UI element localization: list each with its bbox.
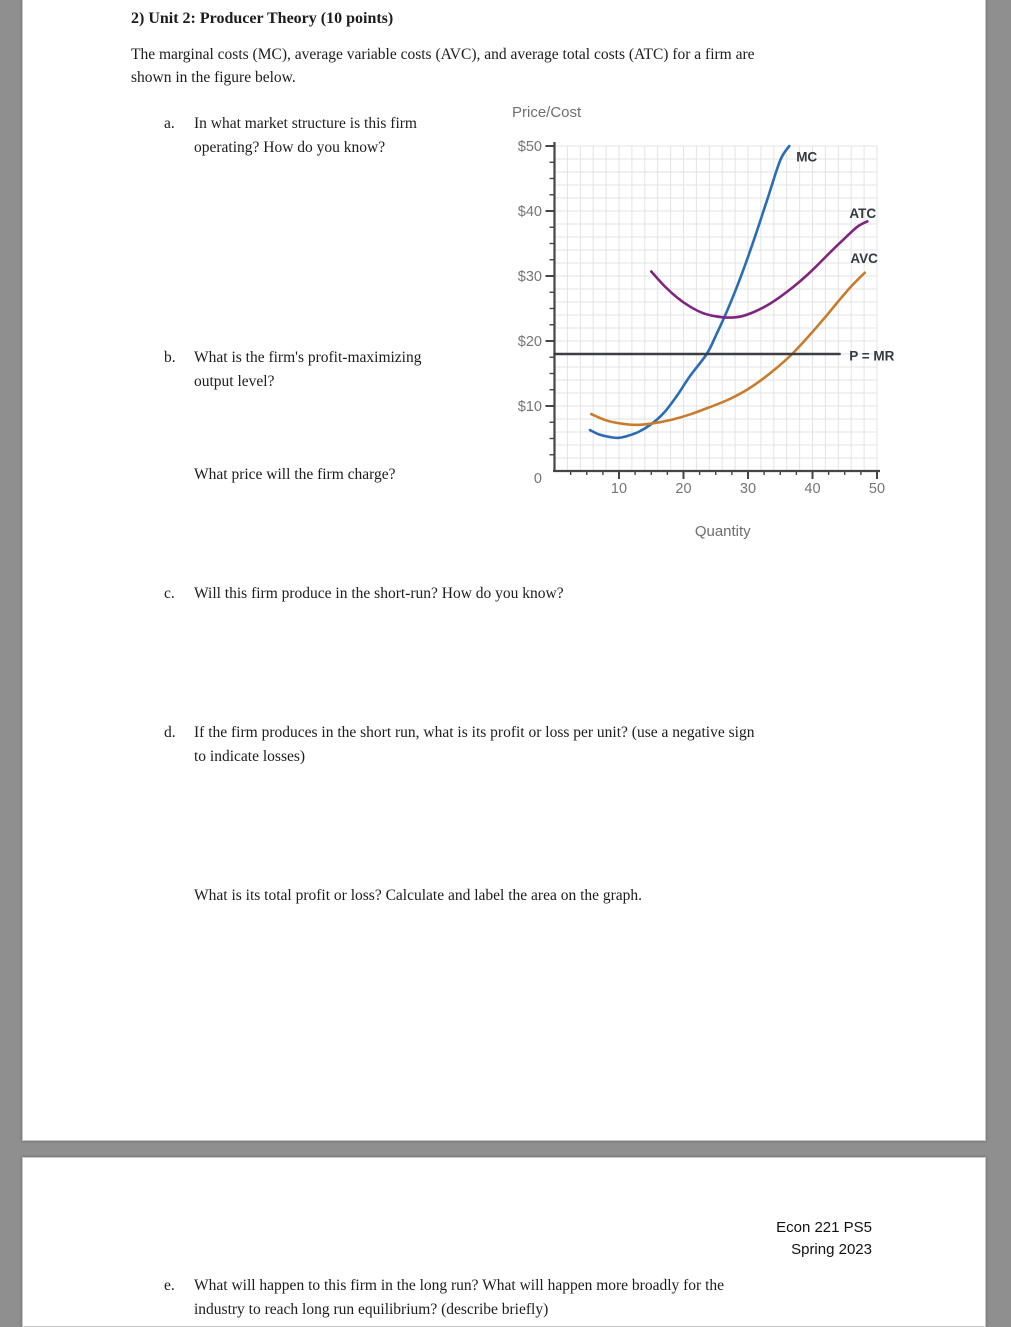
question-c-marker: c.	[164, 585, 175, 602]
x-axis-title: Quantity	[694, 523, 751, 540]
intro-paragraph	[131, 43, 755, 89]
x-tick-label: 10	[610, 481, 628, 497]
question-e-text: What will happen to this firm in the long run? What will happen more broadly for the industry to reach long run equilibrium? (describe briefly)	[194, 1277, 725, 1318]
question-e-marker: e.	[164, 1277, 175, 1294]
mc-label: MC	[796, 149, 818, 165]
page-2	[22, 1157, 986, 1327]
question-b-marker: b.	[164, 349, 176, 366]
question-c-text: Will this firm produce in the short-run? How do you know?	[194, 585, 564, 602]
course-term: Spring 2023	[791, 1241, 872, 1258]
origin-label: 0	[533, 471, 542, 487]
question-d-followup: What is its total profit or loss? Calculate and label the area on the graph.	[194, 887, 643, 904]
course-name: Econ 221 PS5	[776, 1219, 872, 1236]
avc-label: AVC	[850, 250, 878, 266]
problem-title: 2) Unit 2: Producer Theory (10 points)	[131, 10, 394, 27]
cost-curves-chart	[501, 95, 921, 555]
y-tick-label: $40	[517, 204, 542, 220]
y-axis-title: Price/Cost	[512, 104, 582, 121]
y-tick-label: $10	[517, 399, 542, 415]
mc-curve	[590, 146, 789, 438]
page-1	[22, 0, 986, 1141]
y-tick-label: $20	[517, 334, 542, 350]
question-a-text: In what market structure is this firm operating? How do you know?	[194, 115, 417, 156]
question-b-followup: What price will the firm charge?	[194, 466, 396, 483]
x-tick-label: 20	[675, 481, 692, 497]
course-header	[776, 1217, 872, 1261]
question-a-marker: a.	[164, 115, 175, 132]
y-tick-label: $30	[517, 269, 542, 285]
intro-line: shown in the figure below.	[131, 69, 296, 86]
x-tick-label: 30	[739, 481, 757, 497]
question-d-marker: d.	[164, 724, 176, 741]
x-tick-label: 50	[868, 481, 886, 497]
question-b-text: What is the firm's profit-maximizing output level?	[194, 349, 422, 390]
intro-line: The marginal costs (MC), average variable costs (AVC), and average total costs (ATC) for a firm are	[131, 46, 755, 63]
cost-curves-svg	[501, 95, 921, 555]
question-d-text: If the firm produces in the short run, what is its profit or loss per unit? (use a negative sign to indicate losses)	[194, 724, 755, 765]
pmr-label: P = MR	[849, 348, 895, 364]
atc-label: ATC	[849, 206, 877, 222]
x-tick-label: 40	[804, 481, 821, 497]
y-tick-label: $50	[517, 139, 542, 155]
